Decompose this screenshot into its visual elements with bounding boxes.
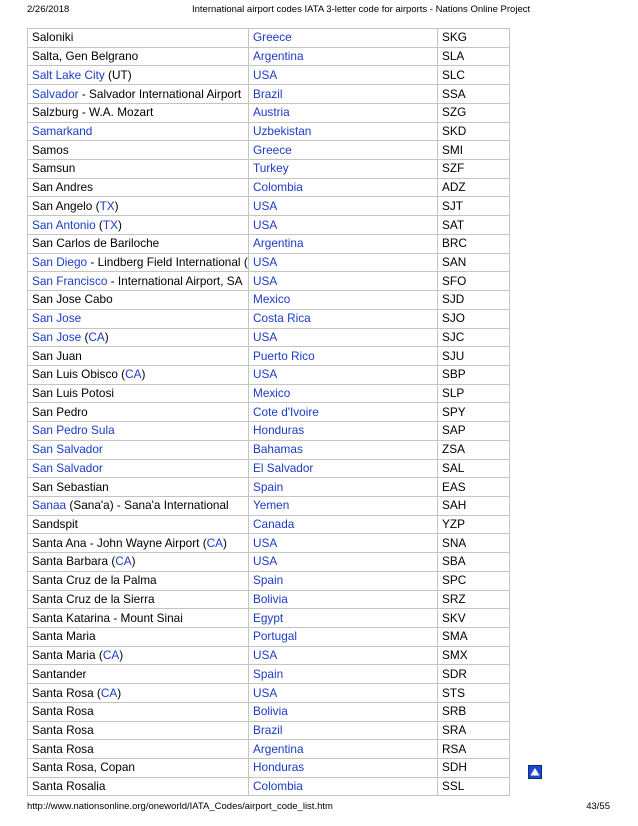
country-cell xyxy=(249,103,438,122)
iata-code: SLA xyxy=(438,47,510,66)
table-row xyxy=(28,141,510,160)
iata-code: SMX xyxy=(438,646,510,665)
airport-text: San Carlos de Bariloche xyxy=(32,236,160,251)
country-link[interactable]: USA xyxy=(253,273,278,288)
country-link[interactable]: Costa Rica xyxy=(253,311,311,326)
country-cell xyxy=(249,740,438,759)
country-link[interactable]: Argentina xyxy=(253,236,304,251)
country-link[interactable]: Uzbekistan xyxy=(253,123,312,138)
country-cell xyxy=(249,403,438,422)
table-row xyxy=(28,384,510,403)
country-cell xyxy=(249,777,438,796)
airport-text: ) xyxy=(114,198,119,213)
iata-code: SRA xyxy=(438,721,510,740)
airport-cell xyxy=(28,740,249,759)
airport-link[interactable]: San Antonio xyxy=(32,217,96,232)
airport-cell xyxy=(28,328,249,347)
airport-text: Santa Rosa, Copan xyxy=(32,760,135,775)
airport-text: ) xyxy=(104,329,109,344)
country-link[interactable]: Turkey xyxy=(253,161,289,176)
table-row xyxy=(28,702,510,721)
airport-cell xyxy=(28,66,249,85)
page-url: http://www.nationsonline.org/oneworld/IATA_Codes/airport_code_list.htm xyxy=(27,801,333,812)
table-row xyxy=(28,534,510,553)
airport-cell xyxy=(28,197,249,216)
airport-link[interactable]: TX xyxy=(102,217,118,232)
table-row xyxy=(28,684,510,703)
airport-text: ) xyxy=(117,685,122,700)
country-cell xyxy=(249,272,438,291)
airport-cell xyxy=(28,47,249,66)
airport-link[interactable]: San Jose xyxy=(32,311,82,326)
airport-cell xyxy=(28,384,249,403)
airport-text: Santa Rosa xyxy=(32,741,94,756)
country-cell xyxy=(249,515,438,534)
airport-text: - Lindberg Field International ( xyxy=(87,254,248,269)
airport-cell xyxy=(28,253,249,272)
country-cell xyxy=(249,291,438,310)
iata-code: ADZ xyxy=(438,178,510,197)
arrow-up-icon xyxy=(529,766,541,778)
table-row xyxy=(28,628,510,647)
iata-code: SSA xyxy=(438,85,510,104)
iata-code: BRC xyxy=(438,234,510,253)
table-row xyxy=(28,740,510,759)
country-link[interactable]: Spain xyxy=(253,573,284,588)
page-number: 43/55 xyxy=(586,801,610,812)
country-link[interactable]: Bolivia xyxy=(253,704,288,719)
airport-cell xyxy=(28,103,249,122)
country-cell xyxy=(249,347,438,366)
iata-code: SMI xyxy=(438,141,510,160)
table-row xyxy=(28,47,510,66)
airport-link[interactable]: San Salvador xyxy=(32,460,103,475)
iata-code: YZP xyxy=(438,515,510,534)
airport-text: Santa Rosalia xyxy=(32,779,106,794)
airport-text: Samsun xyxy=(32,161,76,176)
iata-code: SJT xyxy=(438,197,510,216)
airport-text: Santa Rosa xyxy=(32,722,94,737)
country-link[interactable]: USA xyxy=(253,535,278,550)
table-row xyxy=(28,197,510,216)
airport-text: ) xyxy=(141,367,146,382)
iata-code: STS xyxy=(438,684,510,703)
airport-text: Santa Barbara ( xyxy=(32,554,116,569)
iata-code: SKG xyxy=(438,29,510,48)
iata-code: SLP xyxy=(438,384,510,403)
iata-code: SNA xyxy=(438,534,510,553)
airport-text: Santa Rosa ( xyxy=(32,685,101,700)
airport-text: Salta, Gen Belgrano xyxy=(32,49,139,64)
print-date: 2/26/2018 xyxy=(27,4,70,15)
country-link[interactable]: Mexico xyxy=(253,292,291,307)
airport-text: Santa Rosa xyxy=(32,704,94,719)
airport-link[interactable]: San Diego xyxy=(32,254,88,269)
airport-link[interactable]: San Francisco xyxy=(32,273,108,288)
airport-cell xyxy=(28,777,249,796)
country-cell xyxy=(249,553,438,572)
country-link[interactable]: USA xyxy=(253,217,278,232)
airport-link[interactable]: Salvador xyxy=(32,86,79,101)
country-cell xyxy=(249,496,438,515)
airport-text: San Pedro xyxy=(32,404,88,419)
airport-cell xyxy=(28,684,249,703)
country-cell xyxy=(249,571,438,590)
country-link[interactable]: Cote d'Ivoire xyxy=(253,404,319,419)
print-footer xyxy=(0,801,638,815)
airport-text: San Juan xyxy=(32,348,82,363)
airport-link[interactable]: TX xyxy=(99,198,115,213)
table-row xyxy=(28,777,510,796)
table-row xyxy=(28,216,510,235)
table-row xyxy=(28,515,510,534)
airport-link[interactable]: CA xyxy=(88,329,105,344)
country-cell xyxy=(249,309,438,328)
table-row xyxy=(28,553,510,572)
airport-text: ) xyxy=(223,535,227,550)
country-cell xyxy=(249,234,438,253)
table-row xyxy=(28,496,510,515)
airport-cell xyxy=(28,403,249,422)
table-row xyxy=(28,234,510,253)
airport-link[interactable]: CA xyxy=(115,554,132,569)
table-row xyxy=(28,478,510,497)
airport-cell xyxy=(28,534,249,553)
iata-code: SZG xyxy=(438,103,510,122)
airport-link[interactable]: San Jose xyxy=(32,329,82,344)
country-cell xyxy=(249,534,438,553)
country-link[interactable]: Honduras xyxy=(253,760,305,775)
country-cell xyxy=(249,197,438,216)
iata-code: SLC xyxy=(438,66,510,85)
country-link[interactable]: Puerto Rico xyxy=(253,348,315,363)
table-row xyxy=(28,403,510,422)
iata-code: SPY xyxy=(438,403,510,422)
table-row xyxy=(28,347,510,366)
airport-text: Santa Ana - John Wayne Airport ( xyxy=(32,535,207,550)
table-row xyxy=(28,459,510,478)
airport-text: Santa Maria ( xyxy=(32,648,103,663)
airport-cell xyxy=(28,160,249,179)
airport-text: Samos xyxy=(32,142,69,157)
airport-cell xyxy=(28,609,249,628)
airport-link[interactable]: Salt Lake City xyxy=(32,67,105,82)
airport-link[interactable]: Samarkand xyxy=(32,123,93,138)
airport-cell xyxy=(28,141,249,160)
iata-code: SKD xyxy=(438,122,510,141)
airport-cell xyxy=(28,702,249,721)
country-link[interactable]: USA xyxy=(253,648,278,663)
country-cell xyxy=(249,422,438,441)
airport-text: ) xyxy=(131,554,136,569)
iata-code: SAN xyxy=(438,253,510,272)
airport-link[interactable]: Sanaa xyxy=(32,498,67,513)
airport-cell xyxy=(28,571,249,590)
country-cell xyxy=(249,702,438,721)
country-cell xyxy=(249,478,438,497)
table-row xyxy=(28,328,510,347)
iata-code: SRB xyxy=(438,702,510,721)
airport-link[interactable]: CA xyxy=(206,535,224,550)
country-cell xyxy=(249,721,438,740)
country-cell xyxy=(249,29,438,48)
country-link[interactable]: Mexico xyxy=(253,386,291,401)
country-link[interactable]: Greece xyxy=(253,30,292,45)
country-link[interactable]: Portugal xyxy=(253,629,297,644)
airport-link[interactable]: CA xyxy=(100,685,118,700)
country-link[interactable]: USA xyxy=(253,254,278,269)
country-link[interactable]: Bolivia xyxy=(253,591,288,606)
iata-code: SJO xyxy=(438,309,510,328)
table-row xyxy=(28,309,510,328)
country-link[interactable]: Argentina xyxy=(253,741,304,756)
table-row xyxy=(28,665,510,684)
table-row xyxy=(28,759,510,778)
country-cell xyxy=(249,459,438,478)
table-row xyxy=(28,590,510,609)
airport-text: Salzburg - W.A. Mozart xyxy=(32,105,154,120)
iata-code: SKV xyxy=(438,609,510,628)
country-link[interactable]: Argentina xyxy=(253,49,304,64)
airport-cell xyxy=(28,721,249,740)
country-cell xyxy=(249,85,438,104)
iata-code: SFO xyxy=(438,272,510,291)
table-row xyxy=(28,160,510,179)
country-link[interactable]: Austria xyxy=(253,105,290,120)
country-cell xyxy=(249,178,438,197)
iata-code: SSL xyxy=(438,777,510,796)
country-cell xyxy=(249,759,438,778)
iata-code: SDR xyxy=(438,665,510,684)
table-row xyxy=(28,291,510,310)
airport-cell xyxy=(28,628,249,647)
country-link[interactable]: El Salvador xyxy=(253,460,314,475)
airport-text: - Salvador International Airport xyxy=(78,86,242,101)
airport-cell xyxy=(28,85,249,104)
iata-code: SPC xyxy=(438,571,510,590)
airport-text: Saloniki xyxy=(32,30,74,45)
airport-cell xyxy=(28,29,249,48)
country-link[interactable]: USA xyxy=(253,198,278,213)
country-link[interactable]: Egypt xyxy=(253,610,284,625)
country-cell xyxy=(249,628,438,647)
table-row xyxy=(28,609,510,628)
country-link[interactable]: USA xyxy=(253,67,278,82)
iata-code: SBP xyxy=(438,365,510,384)
table-row xyxy=(28,646,510,665)
airport-cell xyxy=(28,590,249,609)
airport-cell xyxy=(28,646,249,665)
airport-cell xyxy=(28,272,249,291)
country-link[interactable]: Spain xyxy=(253,479,284,494)
country-cell xyxy=(249,47,438,66)
iata-code: SAP xyxy=(438,422,510,441)
country-link[interactable]: Greece xyxy=(253,142,292,157)
country-cell xyxy=(249,160,438,179)
iata-code: SRZ xyxy=(438,590,510,609)
country-cell xyxy=(249,590,438,609)
country-cell xyxy=(249,122,438,141)
airport-link[interactable]: San Salvador xyxy=(32,442,103,457)
country-cell xyxy=(249,609,438,628)
airport-cell xyxy=(28,759,249,778)
country-cell xyxy=(249,665,438,684)
airport-cell xyxy=(28,478,249,497)
airport-text: San Sebastian xyxy=(32,479,109,494)
iata-code: ZSA xyxy=(438,440,510,459)
airport-link[interactable]: CA xyxy=(102,648,120,663)
airport-text: Santa Cruz de la Palma xyxy=(32,573,157,588)
print-header xyxy=(0,4,638,18)
iata-code: SMA xyxy=(438,628,510,647)
country-link[interactable]: Brazil xyxy=(253,722,283,737)
iata-code: SBA xyxy=(438,553,510,572)
back-to-top-button[interactable] xyxy=(528,765,542,779)
iata-code: SJU xyxy=(438,347,510,366)
airport-cell xyxy=(28,291,249,310)
table-row xyxy=(28,253,510,272)
airport-cell xyxy=(28,365,249,384)
country-link[interactable]: Colombia xyxy=(253,779,303,794)
country-link[interactable]: USA xyxy=(253,685,278,700)
iata-code: SZF xyxy=(438,160,510,179)
iata-code: SAT xyxy=(438,216,510,235)
airport-cell xyxy=(28,440,249,459)
airport-text: San Luis Potosi xyxy=(32,386,114,401)
airport-text: - International Airport, SA xyxy=(107,273,243,288)
airport-text: (Sana'a) - Sana'a International xyxy=(66,498,229,513)
airport-text: Sandspit xyxy=(32,517,78,532)
airport-cell xyxy=(28,459,249,478)
airport-text: Santander xyxy=(32,666,87,681)
page-title: International airport codes IATA 3-letter code for airports - Nations Online Project xyxy=(192,4,531,15)
table-row xyxy=(28,178,510,197)
airport-code-table xyxy=(27,28,510,796)
airport-text: Santa Katarina - Mount Sinai xyxy=(32,610,183,625)
country-cell xyxy=(249,253,438,272)
airport-text: San Luis Obisco ( xyxy=(32,367,126,382)
table-row xyxy=(28,66,510,85)
country-link[interactable]: USA xyxy=(253,329,278,344)
airport-cell xyxy=(28,178,249,197)
airport-cell xyxy=(28,234,249,253)
country-cell xyxy=(249,684,438,703)
airport-cell xyxy=(28,309,249,328)
airport-cell xyxy=(28,347,249,366)
iata-code: SAH xyxy=(438,496,510,515)
table-row xyxy=(28,122,510,141)
country-cell xyxy=(249,216,438,235)
airport-text: San Andres xyxy=(32,180,93,195)
table-row xyxy=(28,29,510,48)
iata-code: SJC xyxy=(438,328,510,347)
airport-cell xyxy=(28,553,249,572)
table-row xyxy=(28,571,510,590)
airport-text: ( xyxy=(81,329,89,344)
airport-text: (UT) xyxy=(104,67,132,82)
airport-link[interactable]: CA xyxy=(125,367,142,382)
table-row xyxy=(28,440,510,459)
table-row xyxy=(28,721,510,740)
airport-text: Santa Cruz de la Sierra xyxy=(32,591,155,606)
iata-code: SDH xyxy=(438,759,510,778)
airport-text: Santa Maria xyxy=(32,629,96,644)
table-row xyxy=(28,103,510,122)
country-link[interactable]: Bahamas xyxy=(253,442,303,457)
country-cell xyxy=(249,365,438,384)
country-link[interactable]: Canada xyxy=(253,517,295,532)
table-row xyxy=(28,85,510,104)
country-link[interactable]: Colombia xyxy=(253,180,303,195)
airport-cell xyxy=(28,496,249,515)
table-row xyxy=(28,365,510,384)
country-cell xyxy=(249,646,438,665)
country-link[interactable]: Yemen xyxy=(253,498,290,513)
table-row xyxy=(28,422,510,441)
airport-link[interactable]: San Pedro Sula xyxy=(32,423,115,438)
airport-cell xyxy=(28,122,249,141)
airport-cell xyxy=(28,515,249,534)
table-row xyxy=(28,272,510,291)
iata-code: RSA xyxy=(438,740,510,759)
country-cell xyxy=(249,384,438,403)
country-link[interactable]: Brazil xyxy=(253,86,283,101)
iata-code: EAS xyxy=(438,478,510,497)
country-cell xyxy=(249,141,438,160)
iata-code: SAL xyxy=(438,459,510,478)
country-cell xyxy=(249,66,438,85)
country-link[interactable]: USA xyxy=(253,554,278,569)
airport-text: ( xyxy=(95,217,103,232)
airport-cell xyxy=(28,665,249,684)
airport-text: San Angelo ( xyxy=(32,198,100,213)
airport-cell xyxy=(28,422,249,441)
country-link[interactable]: Honduras xyxy=(253,423,305,438)
airport-text: ) xyxy=(119,648,124,663)
country-cell xyxy=(249,440,438,459)
country-cell xyxy=(249,328,438,347)
country-link[interactable]: Spain xyxy=(253,666,284,681)
country-link[interactable]: USA xyxy=(253,367,278,382)
airport-cell xyxy=(28,216,249,235)
airport-text: ) xyxy=(117,217,122,232)
airport-text: San Jose Cabo xyxy=(32,292,113,307)
iata-code: SJD xyxy=(438,291,510,310)
